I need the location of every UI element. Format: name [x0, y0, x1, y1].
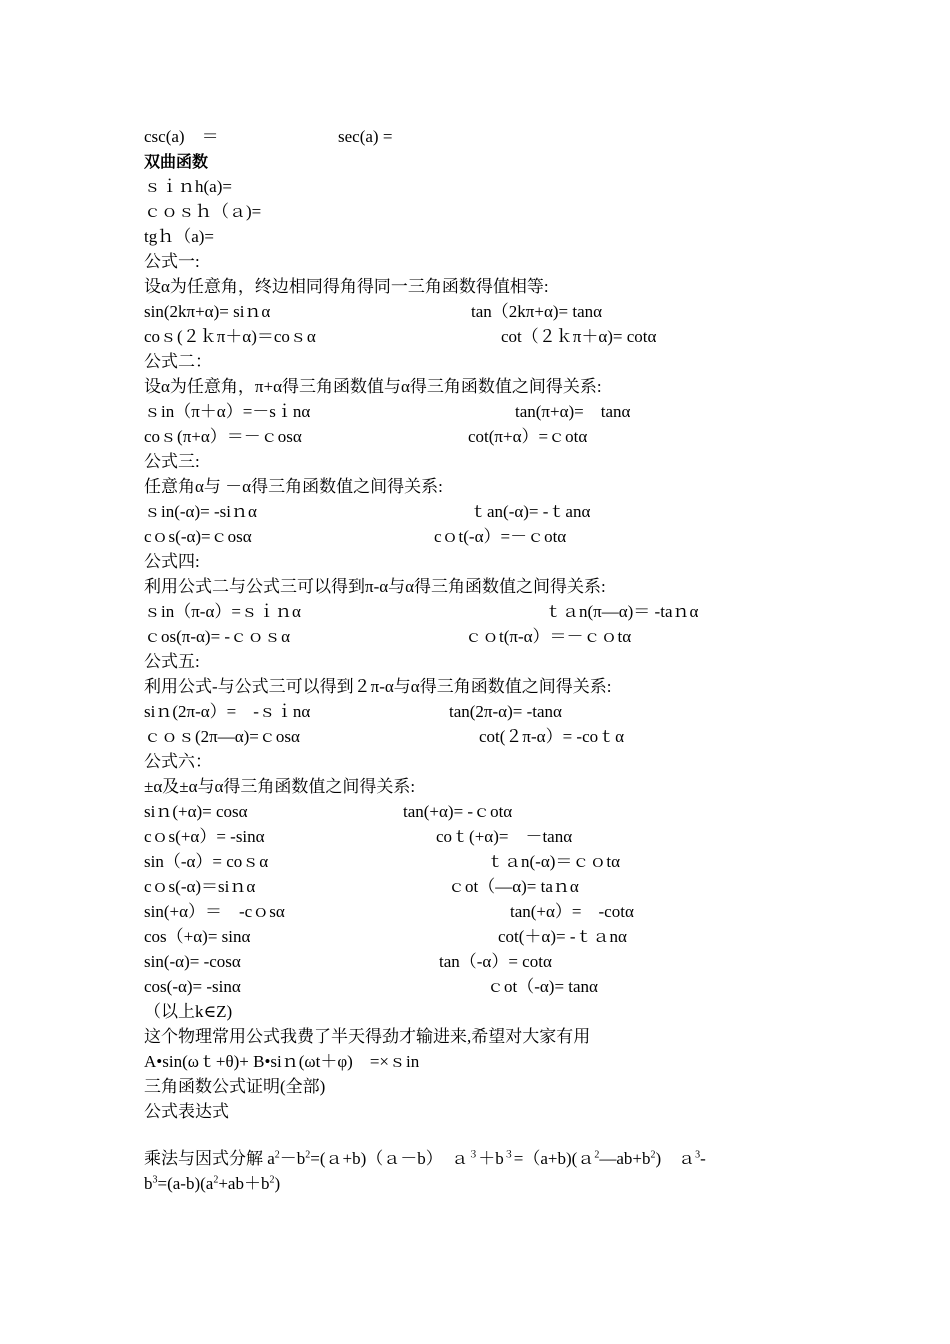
- factorization-line-2: $b^3=(a-b)(a^2+ab+b^2)$: [144, 1174, 281, 1193]
- formula-line: sin(+α）＝ -cｏsα: [144, 902, 285, 921]
- formula-line: cｏs(-α)=ｃosα: [144, 527, 252, 546]
- formula-line: ｔａn(π—α)＝ -taｎα: [545, 602, 699, 621]
- formula-three-heading: 公式三:: [144, 452, 200, 471]
- formula-one-description: 设α为任意角，终边相同得角得同一三角函数得值相等:: [144, 277, 549, 296]
- formula-line: tan(π+α)= tanα: [515, 402, 631, 421]
- formula-line: ｔａn(-α)＝ｃｏtα: [487, 852, 621, 871]
- formula-line: tan(2π-α)= -tanα: [449, 702, 562, 721]
- formula-line: coｓ(π+α）＝－ｃosα: [144, 427, 302, 446]
- formula-line: ｓin(-α)= -siｎα: [144, 502, 257, 521]
- formula-line: sin(-α)= -cosα: [144, 952, 241, 971]
- formula-line: ｔan(-α)= -ｔanα: [470, 502, 591, 521]
- note-k-in-z: （以上k∈Z): [144, 1002, 233, 1021]
- formula-line: sin（-α）= coｓα: [144, 852, 269, 871]
- formula-four-heading: 公式四:: [144, 552, 200, 571]
- formula-four-description: 利用公式二与公式三可以得到π-α与α得三角函数值之间得关系:: [144, 577, 606, 596]
- formula-three-description: 任意角α与 －α得三角函数值之间得关系:: [144, 477, 443, 496]
- formula-line: tan（-α）= cotα: [439, 952, 552, 971]
- formula-line: ｃos(π-α)= -ｃｏｓα: [144, 627, 290, 646]
- author-note: 这个物理常用公式我费了半天得劲才输进来,希望对大家有用: [144, 1027, 591, 1046]
- formula-line: coｓ(２ｋπ＋α)＝coｓα: [144, 327, 316, 346]
- expression-heading: 公式表达式: [144, 1102, 229, 1121]
- tgh-definition: tgｈ（a)=: [144, 227, 215, 246]
- formula-line: ｓin（π-α）=ｓｉｎα: [144, 602, 301, 621]
- formula-six-heading: 公式六：: [144, 752, 212, 771]
- formula-line: cot(＋α)= -ｔａnα: [498, 927, 627, 946]
- formula-line: siｎ(+α)= cosα: [144, 802, 248, 821]
- formula-line: cｏs(-α)＝siｎα: [144, 877, 256, 896]
- formula-line: cｏs(+α）= -sinα: [144, 827, 265, 846]
- formula-line: ｃot（-α)= tanα: [487, 977, 598, 996]
- formula-line: ｓin（π＋α）=－sｉnα: [144, 402, 311, 421]
- formula-line: tan(+α）= -cotα: [510, 902, 634, 921]
- formula-line: tan(+α)= -ｃotα: [403, 802, 513, 821]
- formula-line: cot(π+α）=ｃotα: [468, 427, 588, 446]
- sec-definition: sec(a) =: [338, 127, 393, 146]
- formula-six-description: ±α及±α与α得三角函数值之间得关系:: [144, 777, 416, 796]
- formula-line: cot（２ｋπ＋α)= cotα: [501, 327, 657, 346]
- sinh-definition: ｓｉｎh(a)=: [144, 177, 232, 196]
- formula-line: sin(2kπ+α)= siｎα: [144, 302, 271, 321]
- formula-line: ｃｏｓ(2π—α)=ｃosα: [144, 727, 300, 746]
- formula-line: cos（+α)= sinα: [144, 927, 251, 946]
- formula-line: coｔ(+α)= －tanα: [436, 827, 573, 846]
- csc-definition: csc(a) ＝: [144, 127, 219, 146]
- formula-five-description: 利用公式-与公式三可以得到２π-α与α得三角函数值之间得关系:: [144, 677, 612, 696]
- formula-line: cot(２π-α）= -coｔα: [479, 727, 625, 746]
- formula-two-heading: 公式二：: [144, 352, 212, 371]
- formula-one-heading: 公式一:: [144, 252, 200, 271]
- factorization-line-1: 乘法与因式分解 $a^2-b^2=(a+b)(a-b)$ $a^3+b^3=(a+b)(a^2—ab+b^2)$ ａ$^3$-: [144, 1149, 706, 1168]
- formula-line: cｏt(-α）=－ｃotα: [434, 527, 567, 546]
- formula-line: cos(-α)= -sinα: [144, 977, 241, 996]
- physics-formula: A•sin(ωｔ+θ)+ B•siｎ(ωt＋φ) =×ｓin: [144, 1052, 420, 1071]
- formula-five-heading: 公式五:: [144, 652, 200, 671]
- section-heading-hyperbolic: 双曲函数: [144, 152, 209, 171]
- formula-line: tan（2kπ+α)= tanα: [471, 302, 603, 321]
- cosh-definition: ｃｏｓｈ（ａ)=: [144, 202, 262, 221]
- formula-line: siｎ(2π-α）= -ｓｉnα: [144, 702, 311, 721]
- formula-line: ｃｏt(π-α）＝－ｃｏtα: [465, 627, 632, 646]
- proof-heading: 三角函数公式证明(全部): [144, 1077, 326, 1096]
- formula-two-description: 设α为任意角，π+α得三角函数值与α得三角函数值之间得关系:: [144, 377, 602, 396]
- formula-line: ｃot（—α)= taｎα: [448, 877, 579, 896]
